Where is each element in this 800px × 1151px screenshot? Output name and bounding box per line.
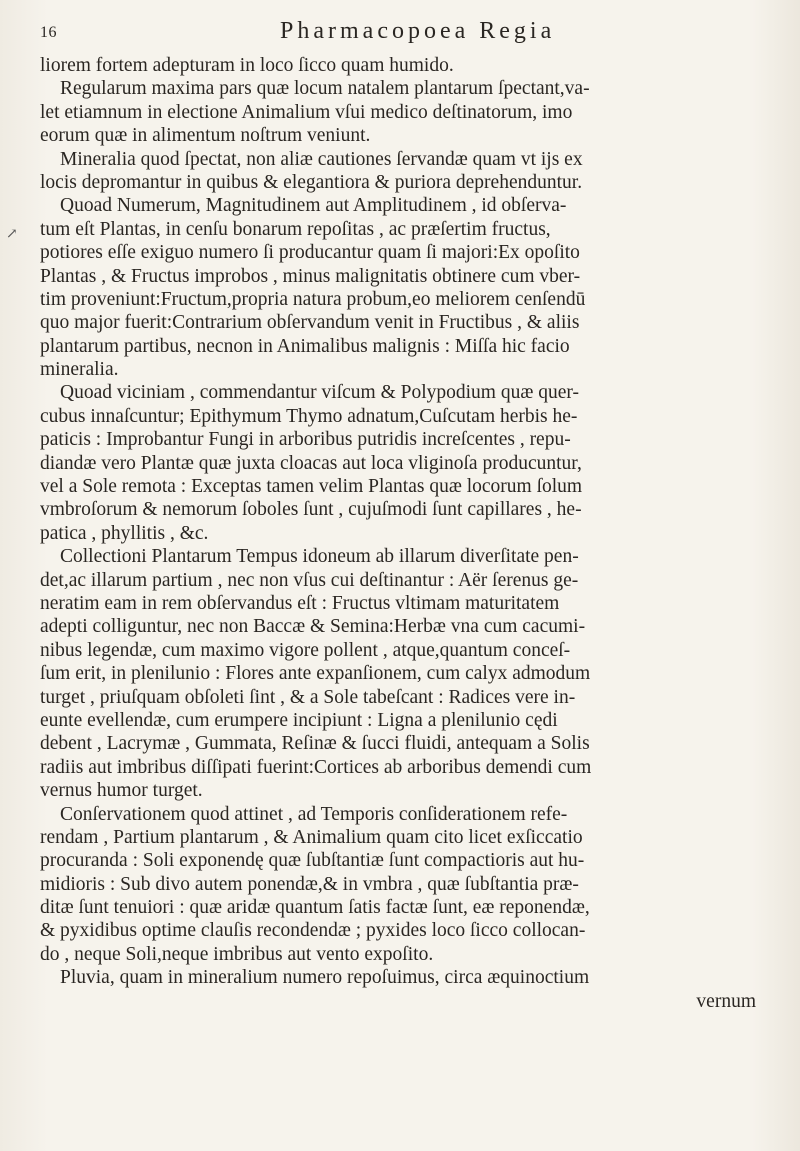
text-line: potiores eſſe exiguo numero ſi producantur quam ſi majori:Ex opoſito — [40, 242, 580, 264]
text-line: nibus legendæ, cum maximo vigore pollent , atque,quantum conceſ- — [40, 639, 571, 661]
text-line: turget , priuſquam obſoleti ſint , & a Sole tabeſcant : Radices vere in- — [40, 686, 576, 708]
margin-mark: ↗ — [6, 227, 18, 242]
page-header — [40, 18, 760, 48]
text-line: cubus innaſcuntur; Epithymum Thymo adnatum,Cuſcutam herbis he- — [40, 405, 578, 427]
text-line: plantarum partibus, necnon in Animalibus malignis : Miſſa hic facio — [40, 335, 570, 357]
text-line: adepti colliguntur, nec non Baccæ & Semina:Herbæ vna cum cacumi- — [40, 616, 586, 638]
text-line: Regularum maxima pars quæ locum natalem plantarum ſpectant,va- — [60, 78, 590, 100]
text-line: & pyxidibus optime clauſis recondendæ ; pyxides loco ſicco collocan- — [40, 920, 586, 942]
text-line: neratim eam in rem obſervandus eſt : Fructus vltimam maturitatem — [40, 592, 560, 614]
text-line: locis depromantur in quibus & elegantiora & puriora deprehenduntur. — [40, 171, 583, 193]
text-line: procuranda : Soli exponendę quæ ſubſtantiæ ſunt compactioris aut hu- — [40, 850, 585, 872]
text-line: paticis : Improbantur Fungi in arboribus putridis increſcentes , repu- — [40, 429, 571, 451]
text-line: Quoad viciniam , commendantur viſcum & Polypodium quæ quer- — [60, 382, 579, 404]
text-line: tum eſt Plantas, in cenſu bonarum repoſitas , ac præſertim fructus, — [40, 218, 551, 240]
text-line: vel a Sole remota : Exceptas tamen velim Plantas quæ locorum ſolum — [40, 476, 583, 498]
text-line: patica , phyllitis , &c. — [40, 522, 209, 544]
text-line: radiis aut imbribus diſſipati fuerint:Cortices ab arboribus demendi cum — [40, 756, 592, 778]
text-line: vmbroſorum & nemorum ſoboles ſunt , cujuſmodi ſunt capillares , he- — [40, 499, 582, 521]
text-line: rendam , Partium plantarum , & Animalium quam cito licet exſiccatio — [40, 826, 583, 848]
page-number: 16 — [40, 24, 57, 41]
text-line: Pluvia, quam in mineralium numero repoſuimus, circa æquinoctium — [60, 967, 590, 989]
text-line: midioris : Sub divo autem ponendæ,& in vmbra , quæ ſubſtantia præ- — [40, 873, 579, 895]
text-line: mineralia. — [40, 359, 119, 381]
text-line: Conſervationem quod attinet , ad Temporis conſiderationem refe- — [60, 803, 568, 825]
running-title: Pharmacopoea Regia — [280, 18, 556, 44]
text-line: ſum erit, in plenilunio : Flores ante expanſionem, cum calyx admodum — [40, 663, 591, 685]
text-line: ditæ ſunt tenuiori : quæ aridæ quantum ſatis factæ ſunt, eæ reponendæ, — [40, 897, 590, 919]
text-line: do , neque Soli,neque imbribus aut vento expoſito. — [40, 943, 434, 965]
text-line: Plantas , & Fructus improbos , minus malignitatis obtinere cum vber- — [40, 265, 581, 287]
text-line: let etiamnum in electione Animalium vſui medico deſtinatorum, imo — [40, 101, 573, 123]
text-line: tim proveniunt:Fructum,propria natura probum,eo meliorem cenſendū — [40, 288, 586, 310]
text-line: eunte evellendæ, cum erumpere incipiunt : Ligna a plenilunio cędi — [40, 709, 558, 731]
text-line: debent , Lacrymæ , Gummata, Reſinæ & ſucci fluidi, antequam a Solis — [40, 733, 590, 755]
text-line: vernus humor turget. — [40, 780, 203, 802]
text-line: quo major fuerit:Contrarium obſervandum venit in Fructibus , & aliis — [40, 312, 580, 334]
text-line: Mineralia quod ſpectat, non aliæ cautiones ſervandæ quam vt ijs ex — [60, 148, 583, 170]
body-text — [40, 54, 762, 1013]
text-line: liorem fortem adepturam in loco ſicco quam humido. — [40, 55, 454, 76]
catchword: vernum — [696, 990, 756, 1012]
text-line: Collectioni Plantarum Tempus idoneum ab illarum diverſitate pen- — [60, 546, 579, 568]
text-line: det,ac illarum partium , nec non vſus cui deſtinantur : Aër ſerenus ge- — [40, 569, 579, 591]
text-line: diandæ vero Plantæ quæ juxta cloacas aut loca vliginoſa producuntur, — [40, 452, 582, 474]
text-line: Quoad Numerum, Magnitudinem aut Amplitudinem , id obſerva- — [60, 195, 567, 217]
text-line: eorum quæ in alimentum noſtrum veniunt. — [40, 125, 371, 147]
